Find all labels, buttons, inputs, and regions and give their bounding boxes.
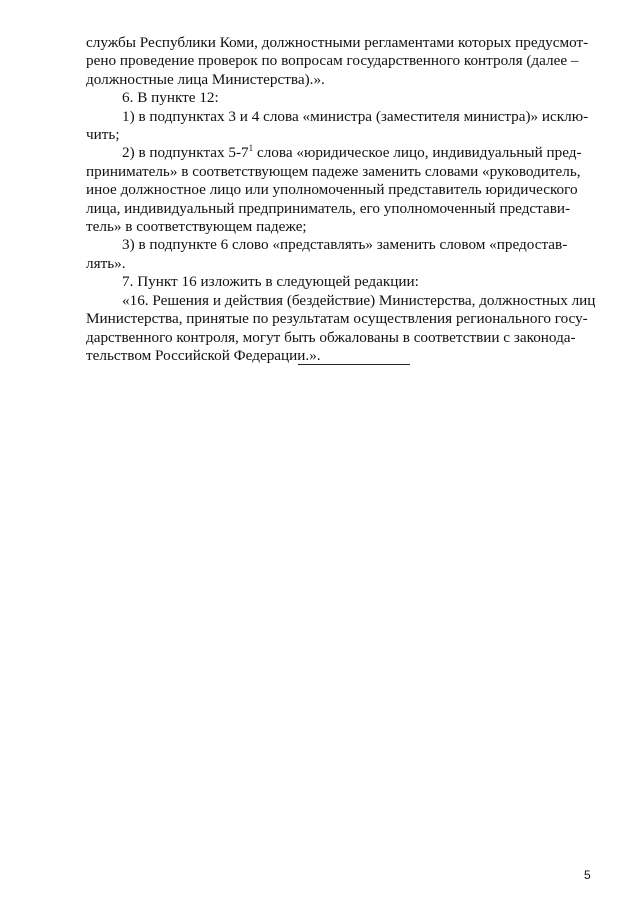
text-line: рено проведение проверок по вопросам государственного контроля (далее – [86,52,579,70]
document-body [86,34,598,365]
end-divider-line [298,364,410,365]
subitem-1-line: чить; [86,126,120,144]
point-16-line: «16. Решения и действия (бездействие) Министерства, должностных лиц [122,291,596,309]
item-7-heading: 7. Пункт 16 изложить в следующей редакции: [122,273,419,291]
subitem-2-suffix: слова «юридическое лицо, индивидуальный пред- [253,144,582,162]
subitem-2-line [86,144,598,162]
item-6-heading: 6. В пункте 12: [122,89,219,107]
subitem-3-line: лять». [86,254,126,272]
point-16-line: Министерства, принятые по результатам осуществления регионального госу- [86,310,588,328]
point-16-line: тельством Российской Федерации.». [86,346,321,364]
point-16-line: дарственного контроля, могут быть обжалованы в соответствии с законода- [86,328,576,346]
subitem-2-prefix: 2) в подпунктах 5-7 [122,144,249,162]
subitem-2-line: лица, индивидуальный предприниматель, его уполномоченный представи- [86,199,571,217]
text-line: должностные лица Министерства).». [86,70,325,88]
page-number: 5 [584,868,591,882]
text-line: службы Республики Коми, должностными регламентами которых предусмот- [86,34,589,51]
superscript-one: 1 [248,143,254,154]
subitem-2-line: тель» в соответствующем падеже; [86,218,307,236]
subitem-2-line: приниматель» в соответствующем падеже заменить словами «руководитель, [86,162,581,180]
subitem-1-line: 1) в подпунктах 3 и 4 слова «министра (заместителя министра)» исклю- [122,107,589,125]
subitem-2-line: иное должностное лицо или уполномоченный представитель юридического [86,181,578,199]
subitem-3-line: 3) в подпункте 6 слово «представлять» заменить словом «предостав- [122,236,568,254]
